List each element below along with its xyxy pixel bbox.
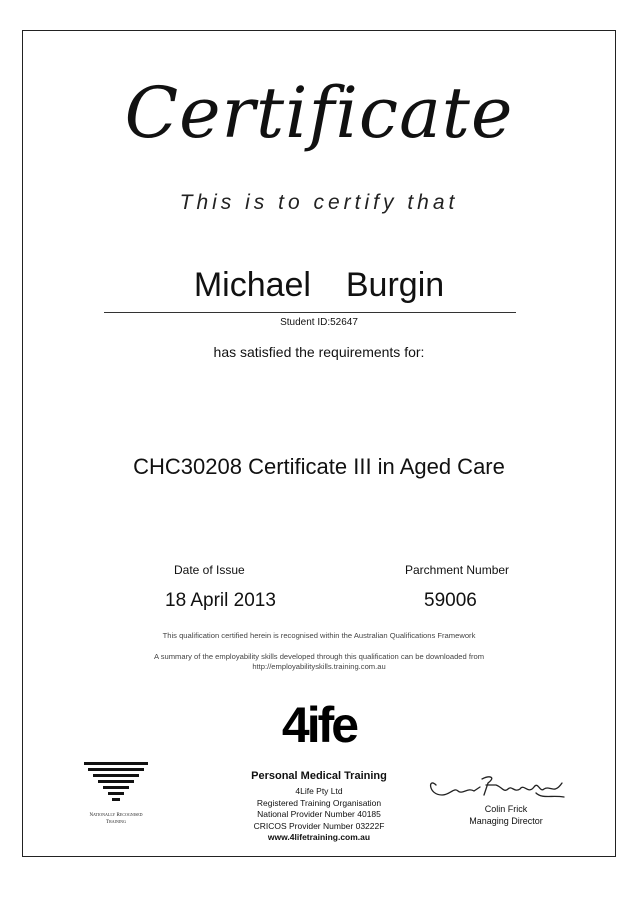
date-of-issue-value: 18 April 2013: [165, 590, 276, 611]
provider-website: www.4lifetraining.com.au: [267, 832, 371, 842]
recipient-name: Michael Burgin: [193, 266, 445, 304]
summary-note-url: http://employabilityskills.training.com.au: [252, 662, 386, 671]
certify-subtitle: This is to certify that: [179, 191, 459, 214]
signatory: [436, 803, 576, 827]
nrt-logo-icon: [80, 760, 152, 808]
parchment-number-label: Parchment Number: [405, 563, 510, 577]
qualification-title: CHC30208 Certificate III in Aged Care: [133, 454, 505, 479]
nrt-line2: Training: [106, 820, 126, 825]
rto-line: Registered Training Organisation: [256, 797, 382, 808]
date-of-issue-label: Date of Issue: [174, 563, 245, 577]
recognition-note: This qualification certified herein is recognised within the Australian Qualifications Framework: [162, 631, 476, 640]
signatory-name: Colin Frick: [484, 804, 528, 814]
company-name: 4Life Pty Ltd: [295, 786, 343, 796]
summary-note-line1: A summary of the employability skills developed through this qualification can be downloaded from: [153, 652, 485, 661]
4ife-logo: 4ife: [281, 697, 357, 753]
satisfied-text: has satisfied the requirements for:: [213, 344, 425, 360]
provider-tagline: Personal Medical Training: [251, 770, 387, 782]
certificate-title: Certificate: [124, 72, 514, 154]
cricos-number: CRICOS Provider Number 03222F: [253, 820, 385, 831]
nrt-line1: Nationally Recognised: [89, 813, 143, 818]
nrt-caption: [70, 812, 162, 826]
student-id: Student ID:52647: [280, 317, 358, 328]
name-underline: [104, 312, 516, 313]
signature-image: [424, 765, 574, 805]
summary-note: [0, 652, 638, 672]
signatory-role: Managing Director: [469, 816, 543, 826]
parchment-number-value: 59006: [424, 590, 477, 611]
provider-number: National Provider Number 40185: [257, 809, 381, 819]
